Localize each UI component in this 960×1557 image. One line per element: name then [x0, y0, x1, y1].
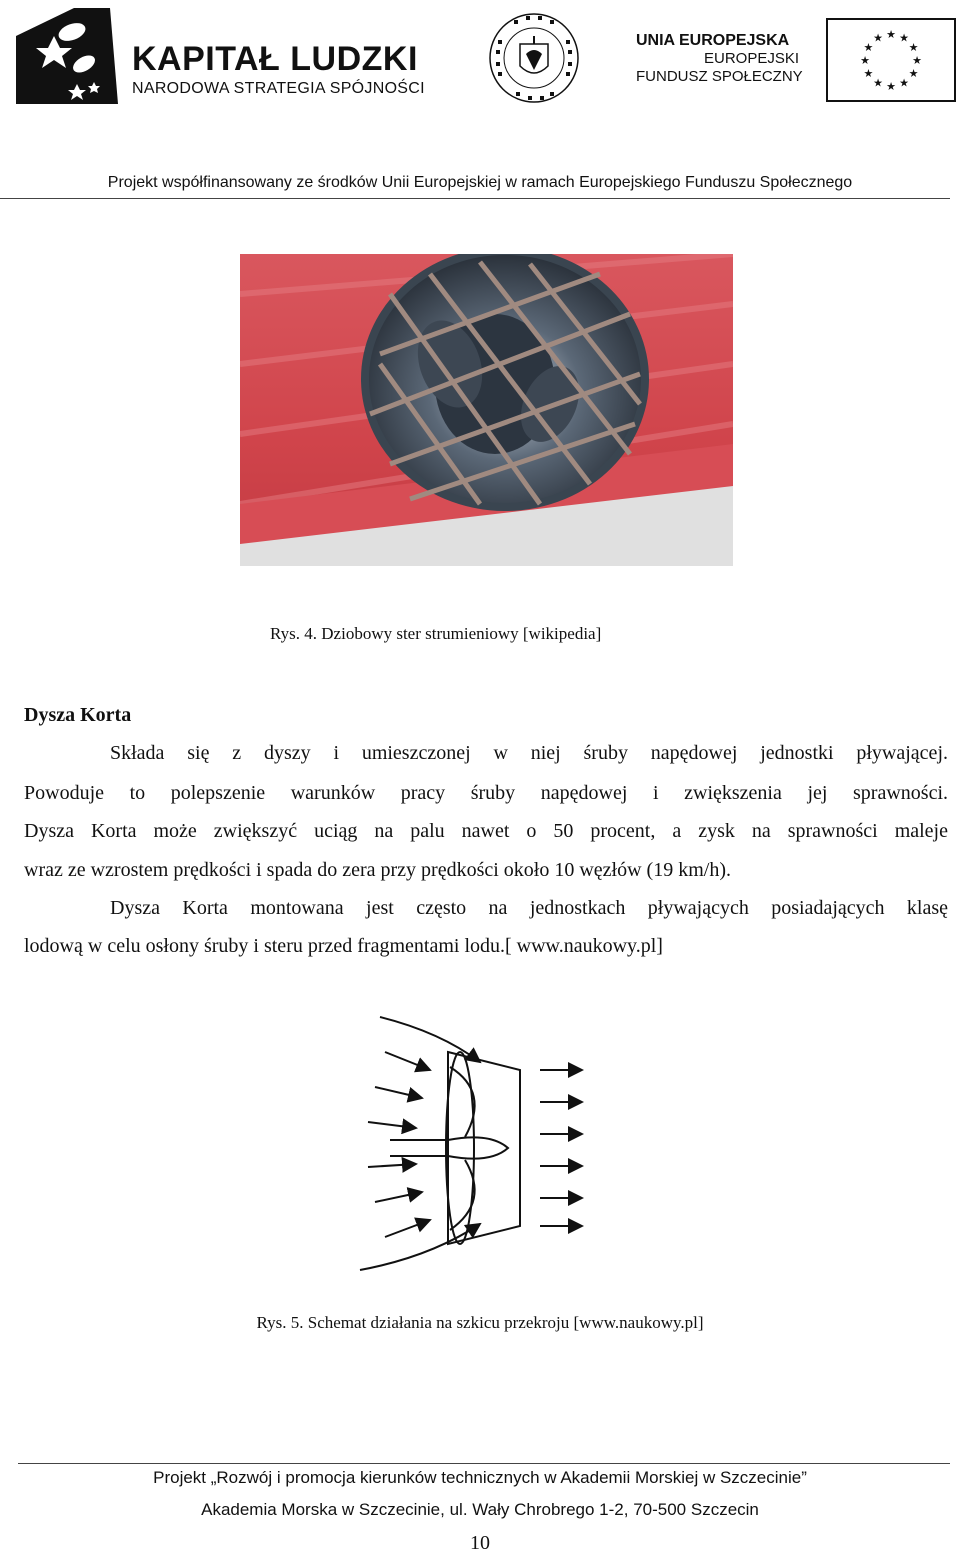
eu-star-icon: ★ — [860, 55, 870, 67]
figure-4-caption: Rys. 4. Dziobowy ster strumieniowy [wikipedia] — [270, 624, 602, 643]
ue-line-3: FUNDUSZ SPOŁECZNY — [636, 68, 803, 85]
ue-title: UNIA EUROPEJSKA — [636, 32, 790, 49]
kapital-ludzki-logo — [14, 6, 434, 106]
footer-project-line: Projekt „Rozwój i promocja kierunków technicznych w Akademii Morskiej w Szczecinie” — [153, 1468, 807, 1487]
figure-5-caption: Rys. 5. Schemat działania na szkicu przekroju [www.naukowy.pl] — [256, 1313, 704, 1332]
paragraph-line: Składa się z dyszy i umieszczonej w niej śruby napędowej jednostki pływającej. — [110, 742, 948, 764]
footer-divider — [18, 1463, 950, 1464]
kapital-ludzki-subtitle: NARODOWA STRATEGIA SPÓJNOŚCI — [132, 80, 425, 97]
eu-star-icon: ★ — [908, 68, 919, 80]
kapital-ludzki-title: KAPITAŁ LUDZKI — [132, 40, 418, 78]
akademia-morska-seal-icon — [486, 10, 582, 106]
eu-star-icon: ★ — [873, 32, 883, 45]
ue-efs-block — [636, 32, 803, 86]
page-number: 10 — [470, 1532, 490, 1554]
eu-flag-icon — [826, 18, 956, 102]
eu-star-icon: ★ — [908, 42, 919, 54]
eu-star-icon: ★ — [863, 68, 874, 80]
eu-star-icon: ★ — [863, 42, 874, 54]
paragraph-line: Powoduje to polepszenie warunków pracy śruby napędowej i zwiększenia jej sprawności. — [24, 782, 948, 804]
eu-star-icon: ★ — [899, 77, 909, 90]
eu-star-icon: ★ — [912, 55, 922, 67]
ue-line-2: EUROPEJSKI — [704, 50, 800, 67]
paragraph-line: wraz ze wzrostem prędkości i spada do zera przy prędkości około 10 węzłów (19 km/h). — [24, 859, 731, 881]
paragraph-line: lodową w celu osłony śruby i steru przed fragmentami lodu.[ www.naukowy.pl] — [24, 935, 663, 957]
kort-nozzle-schematic — [350, 1012, 590, 1274]
eu-star-icon: ★ — [899, 32, 909, 45]
bow-thruster-photo — [240, 254, 733, 566]
eu-star-icon: ★ — [873, 77, 883, 90]
footer-address-line: Akademia Morska w Szczecinie, ul. Wały Chrobrego 1-2, 70-500 Szczecin — [201, 1500, 759, 1519]
eu-star-icon: ★ — [886, 81, 896, 93]
eu-star-icon: ★ — [886, 29, 896, 41]
paragraph-line: Dysza Korta montowana jest często na jednostkach pływających posiadających klasę — [110, 897, 948, 919]
paragraph-line: Dysza Korta może zwiększyć uciąg na palu nawet o 50 procent, a zysk na sprawności maleje — [24, 820, 948, 842]
section-heading: Dysza Korta — [24, 704, 132, 726]
header-divider — [0, 198, 950, 199]
kapital-ludzki-logo-icon — [14, 6, 124, 106]
cofinanced-note: Projekt współfinansowany ze środków Unii Europejskiej w ramach Europejskiego Funduszu Społecznego — [107, 174, 853, 191]
